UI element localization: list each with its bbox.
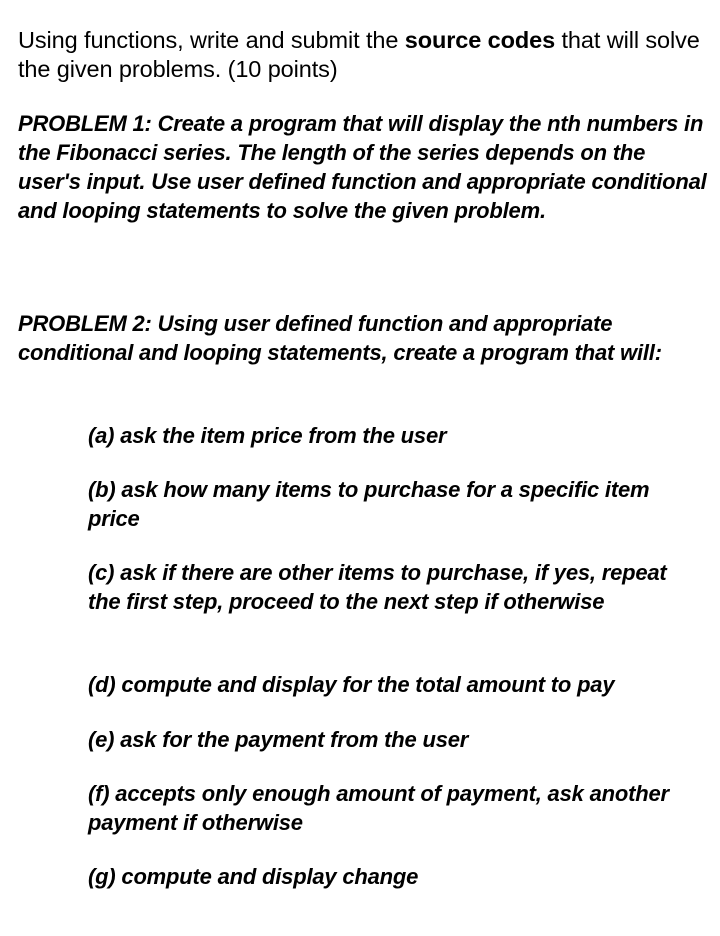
problem-2-statement: PROBLEM 2: Using user defined function and appropriate conditional and looping statements, create a program that will: [18,311,662,365]
problem-2-step-e: (e) ask for the payment from the user [88,727,469,752]
problem-2-step-a: (a) ask the item price from the user [88,423,447,448]
problem-2-step-d: (d) compute and display for the total amount to pay [88,672,615,697]
instructions-paragraph [18,26,708,84]
instructions-text-end: that will solve the given problems. (10 points) [18,27,700,82]
problem-2-step-f: (f) accepts only enough amount of payment, ask another payment if otherwise [88,781,669,835]
instructions-bold-phrase: source codes [404,27,556,53]
problem-2-step-c: (c) ask if there are other items to purchase, if yes, repeat the first step, proceed to the next step if otherwise [88,560,667,614]
problem-1-statement: PROBLEM 1: Create a program that will display the nth numbers in the Fibonacci series. The length of the series depends on the user's input. Use user defined function and appropriate conditional and looping statements to solve the given problem. [18,111,707,223]
instructions-text-start: Using functions, write and submit the [18,27,405,53]
problem-2-step-b: (b) ask how many items to purchase for a specific item price [88,477,650,531]
problem-2-step-g: (g) compute and display change [88,864,419,889]
